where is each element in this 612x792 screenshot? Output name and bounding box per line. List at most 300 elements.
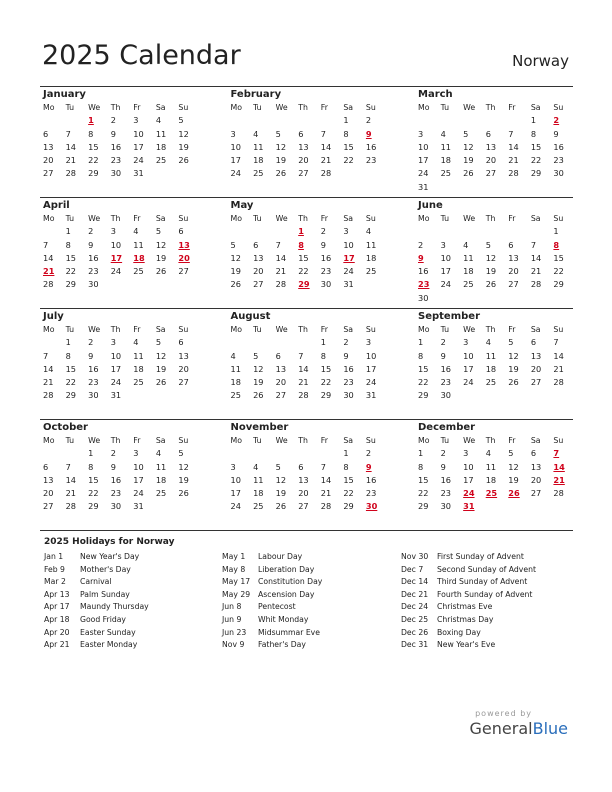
day-cell: 11 xyxy=(230,363,241,374)
day-cell: 19 xyxy=(508,474,519,485)
day-cell: 10 xyxy=(365,350,377,361)
day-cell: 1 xyxy=(65,337,71,348)
day-cell: 10 xyxy=(133,461,144,472)
day-cell: 23 xyxy=(320,266,332,277)
day-cell: 19 xyxy=(275,155,287,166)
day-cell: 17 xyxy=(463,474,474,485)
day-cell: 15 xyxy=(65,363,76,374)
day-cell: 27 xyxy=(43,168,54,179)
day-cell: 20 xyxy=(253,266,264,277)
day-cell: 6 xyxy=(485,128,491,139)
holiday-day-cell: 9 xyxy=(418,252,424,263)
weekday-header: Fr xyxy=(133,103,141,112)
day-cell: 18 xyxy=(463,266,474,277)
day-cell: 1 xyxy=(343,448,349,459)
holiday-name: Midsummar Eve xyxy=(258,627,320,637)
empty-cell xyxy=(460,114,483,127)
day-cell: 30 xyxy=(418,292,429,303)
day-cell: 16 xyxy=(418,266,429,277)
weekday-header: Fr xyxy=(133,436,141,445)
weekday-header: Sa xyxy=(343,436,354,445)
day-cell: 1 xyxy=(65,226,71,237)
day-cell: 5 xyxy=(178,115,184,126)
day-cell: 23 xyxy=(365,488,377,499)
day-cell: 10 xyxy=(230,474,241,485)
country-label: Norway xyxy=(512,52,569,70)
holiday-day-cell: 30 xyxy=(365,501,378,512)
day-cell: 30 xyxy=(110,168,122,179)
holiday-name: New Year's Day xyxy=(80,552,140,561)
day-cell: 5 xyxy=(275,128,281,139)
day-cell: 27 xyxy=(508,279,519,290)
day-cell: 6 xyxy=(298,128,304,139)
holiday-date: Dec 7 xyxy=(401,564,424,574)
day-cell: 25 xyxy=(463,279,474,290)
day-cell: 16 xyxy=(88,252,99,263)
weekday-header: Fr xyxy=(320,103,328,112)
day-cell: 15 xyxy=(298,252,309,263)
day-cell: 15 xyxy=(418,474,429,485)
day-cell: 10 xyxy=(110,350,122,361)
day-cell: 8 xyxy=(343,461,349,472)
day-cell: 14 xyxy=(43,252,54,263)
weekday-header: Fr xyxy=(508,214,516,223)
day-cell: 4 xyxy=(253,461,259,472)
holiday-item xyxy=(401,639,536,652)
day-cell: 12 xyxy=(230,252,241,263)
day-cell: 8 xyxy=(530,128,537,139)
day-cell: 24 xyxy=(230,501,241,512)
empty-cell xyxy=(40,336,63,349)
empty-cell xyxy=(273,114,296,127)
weekday-header: Tu xyxy=(253,325,262,334)
month-block xyxy=(40,87,198,197)
day-cell: 24 xyxy=(418,168,429,179)
day-cell: 3 xyxy=(230,461,236,472)
day-cell: 16 xyxy=(553,141,564,152)
holiday-name: Maundy Thursday xyxy=(80,602,149,612)
holiday-name: Carnival xyxy=(80,577,112,587)
day-cell: 9 xyxy=(320,239,326,250)
day-cell: 29 xyxy=(418,390,429,401)
holiday-item xyxy=(44,564,149,577)
day-cell: 7 xyxy=(43,239,49,250)
weekday-header: Su xyxy=(365,214,376,223)
empty-cell xyxy=(415,225,438,238)
empty-cell xyxy=(40,225,63,238)
empty-cell xyxy=(250,336,273,349)
month-name: April xyxy=(43,200,70,211)
holiday-day-cell: 23 xyxy=(418,279,430,290)
day-cell: 23 xyxy=(440,488,451,499)
day-cell: 2 xyxy=(365,115,372,126)
holiday-name: New Year's Eve xyxy=(437,640,496,650)
day-cell: 23 xyxy=(365,155,377,166)
day-cell: 4 xyxy=(365,226,372,237)
day-cell: 5 xyxy=(178,448,184,459)
day-cell: 19 xyxy=(178,474,189,485)
month-name: September xyxy=(418,311,480,322)
day-cell: 28 xyxy=(275,279,287,290)
holiday-item xyxy=(401,551,536,564)
holiday-name: Christmas Day xyxy=(437,614,494,624)
weekday-header: We xyxy=(88,325,101,334)
day-cell: 28 xyxy=(43,279,54,290)
day-cell: 4 xyxy=(463,239,469,250)
day-cell: 5 xyxy=(230,239,236,250)
day-cell: 13 xyxy=(298,474,309,485)
empty-cell xyxy=(63,447,86,460)
day-cell: 3 xyxy=(133,115,139,126)
holiday-day-cell: 1 xyxy=(298,226,304,237)
day-cell: 5 xyxy=(508,337,514,348)
day-grid xyxy=(40,212,198,292)
month-block xyxy=(415,198,573,308)
day-cell: 13 xyxy=(253,252,264,263)
holiday-day-cell: 8 xyxy=(553,239,560,250)
holiday-date: Jan 1 xyxy=(44,552,64,561)
weekday-header: Mo xyxy=(230,214,242,223)
holiday-name: Boxing Day xyxy=(437,627,481,637)
holiday-name: Second Sunday of Advent xyxy=(437,564,536,574)
day-cell: 7 xyxy=(43,350,49,361)
day-cell: 5 xyxy=(508,448,514,459)
weekday-header: Fr xyxy=(320,214,328,223)
weekday-header: Tu xyxy=(65,103,75,112)
empty-cell xyxy=(438,225,461,238)
empty-cell xyxy=(483,114,506,127)
holiday-day-cell: 2 xyxy=(553,115,560,126)
holiday-date: Dec 14 xyxy=(401,577,429,587)
day-cell: 17 xyxy=(230,488,241,499)
day-cell: 10 xyxy=(230,141,241,152)
day-cell: 23 xyxy=(110,488,122,499)
day-cell: 13 xyxy=(485,141,497,152)
month-block xyxy=(228,309,386,419)
day-cell: 4 xyxy=(155,448,162,459)
day-cell: 4 xyxy=(485,337,491,348)
holiday-date: Dec 26 xyxy=(401,627,429,637)
powered-by-label: powered by xyxy=(475,709,532,718)
holiday-item xyxy=(222,576,322,589)
day-cell: 5 xyxy=(155,226,162,237)
holiday-item xyxy=(401,627,536,640)
holiday-name: Easter Sunday xyxy=(80,627,136,637)
month-row xyxy=(40,197,573,308)
holiday-item xyxy=(44,614,149,627)
empty-cell xyxy=(295,447,318,460)
day-cell: 3 xyxy=(133,448,139,459)
day-cell: 9 xyxy=(110,128,116,139)
weekday-header: Th xyxy=(298,103,308,112)
day-cell: 13 xyxy=(43,474,54,485)
month-name: March xyxy=(418,89,453,100)
day-cell: 27 xyxy=(530,377,542,388)
holiday-day-cell: 1 xyxy=(88,115,94,126)
day-cell: 20 xyxy=(178,363,189,374)
day-cell: 30 xyxy=(343,390,354,401)
day-cell: 11 xyxy=(365,239,377,250)
day-cell: 23 xyxy=(553,155,564,166)
day-cell: 16 xyxy=(110,474,122,485)
day-cell: 6 xyxy=(298,461,304,472)
day-cell: 11 xyxy=(253,141,264,152)
brand-logo[interactable] xyxy=(470,719,568,738)
day-cell: 29 xyxy=(88,168,99,179)
day-cell: 14 xyxy=(508,141,519,152)
holiday-day-cell: 9 xyxy=(365,128,372,139)
day-cell: 27 xyxy=(298,501,309,512)
day-cell: 28 xyxy=(553,377,564,388)
day-cell: 13 xyxy=(178,350,189,361)
day-cell: 15 xyxy=(88,141,99,152)
holiday-name: Whit Monday xyxy=(258,614,309,624)
holiday-date: Jun 9 xyxy=(222,614,242,624)
weekday-header: Mo xyxy=(43,103,55,112)
month-name: January xyxy=(43,89,86,100)
day-cell: 17 xyxy=(365,363,377,374)
weekday-header: Tu xyxy=(440,436,450,445)
day-cell: 8 xyxy=(418,350,424,361)
day-cell: 11 xyxy=(485,461,497,472)
day-cell: 19 xyxy=(275,488,287,499)
holiday-item xyxy=(44,551,149,564)
empty-cell xyxy=(438,114,461,127)
day-cell: 14 xyxy=(320,141,332,152)
weekday-header: We xyxy=(275,325,288,334)
weekday-header: Fr xyxy=(508,325,516,334)
holiday-name: Fourth Sunday of Advent xyxy=(437,589,533,599)
day-cell: 15 xyxy=(88,474,99,485)
day-cell: 22 xyxy=(530,155,542,166)
weekday-header: Su xyxy=(178,214,189,223)
weekday-header: Mo xyxy=(43,436,55,445)
day-cell: 10 xyxy=(463,350,474,361)
holiday-item xyxy=(222,614,322,627)
day-cell: 20 xyxy=(43,488,54,499)
holiday-day-cell: 24 xyxy=(463,488,475,499)
holiday-name: Christmas Eve xyxy=(437,602,493,612)
day-cell: 6 xyxy=(253,239,259,250)
holiday-date: Apr 20 xyxy=(44,627,70,637)
day-cell: 1 xyxy=(320,337,326,348)
empty-cell xyxy=(250,225,273,238)
day-cell: 5 xyxy=(155,337,162,348)
weekday-header: We xyxy=(88,214,101,223)
day-cell: 20 xyxy=(485,155,497,166)
weekday-header: Tu xyxy=(253,103,262,112)
day-grid xyxy=(228,323,386,403)
day-cell: 16 xyxy=(320,252,332,263)
day-cell: 22 xyxy=(320,377,332,388)
day-cell: 10 xyxy=(110,239,122,250)
day-cell: 12 xyxy=(275,474,287,485)
holiday-item xyxy=(44,639,149,652)
day-cell: 9 xyxy=(553,128,559,139)
weekday-header: Su xyxy=(365,325,376,334)
day-cell: 16 xyxy=(440,474,451,485)
day-cell: 26 xyxy=(155,266,167,277)
holiday-day-cell: 7 xyxy=(553,448,560,459)
holiday-item xyxy=(44,601,149,614)
weekday-header: Th xyxy=(110,103,121,112)
day-cell: 2 xyxy=(110,448,116,459)
day-cell: 26 xyxy=(178,488,189,499)
month-name: February xyxy=(230,89,282,100)
day-cell: 20 xyxy=(298,155,309,166)
month-block xyxy=(228,87,386,197)
day-cell: 22 xyxy=(298,266,309,277)
holiday-column xyxy=(44,551,149,652)
day-cell: 6 xyxy=(275,350,281,361)
weekday-header: Sa xyxy=(530,325,541,334)
weekday-header: We xyxy=(463,103,476,112)
day-cell: 29 xyxy=(553,279,564,290)
holiday-date: Jun 23 xyxy=(222,627,247,637)
holiday-date: Dec 21 xyxy=(401,589,429,599)
holiday-date: May 29 xyxy=(222,589,251,599)
day-cell: 30 xyxy=(88,390,99,401)
day-cell: 17 xyxy=(110,363,122,374)
day-cell: 20 xyxy=(530,363,542,374)
day-cell: 21 xyxy=(43,377,54,388)
day-cell: 5 xyxy=(463,128,469,139)
day-cell: 7 xyxy=(320,461,326,472)
day-cell: 12 xyxy=(253,363,264,374)
day-cell: 6 xyxy=(178,337,184,348)
day-cell: 2 xyxy=(440,337,446,348)
empty-cell xyxy=(483,225,506,238)
day-cell: 11 xyxy=(155,461,167,472)
day-cell: 1 xyxy=(530,115,537,126)
weekday-header: We xyxy=(463,214,476,223)
weekday-header: Sa xyxy=(530,214,541,223)
month-block xyxy=(415,87,573,197)
day-cell: 25 xyxy=(133,266,144,277)
holiday-item xyxy=(222,627,322,640)
weekday-header: Mo xyxy=(418,325,430,334)
day-cell: 4 xyxy=(485,448,491,459)
day-cell: 2 xyxy=(88,226,94,237)
day-cell: 15 xyxy=(343,474,354,485)
day-cell: 27 xyxy=(253,279,264,290)
day-cell: 13 xyxy=(298,141,309,152)
day-cell: 1 xyxy=(343,115,349,126)
day-grid xyxy=(228,212,386,292)
day-cell: 11 xyxy=(133,239,144,250)
brand-name-blue: Blue xyxy=(532,719,568,738)
weekday-header: Th xyxy=(298,214,308,223)
day-cell: 28 xyxy=(553,488,564,499)
day-cell: 29 xyxy=(418,501,429,512)
day-cell: 12 xyxy=(508,461,519,472)
day-cell: 6 xyxy=(43,128,49,139)
day-cell: 1 xyxy=(418,337,424,348)
holiday-item xyxy=(222,589,322,602)
day-cell: 8 xyxy=(88,128,94,139)
weekday-header: Sa xyxy=(155,436,166,445)
day-cell: 19 xyxy=(485,266,497,277)
day-cell: 3 xyxy=(343,226,349,237)
day-grid xyxy=(228,101,386,181)
day-cell: 20 xyxy=(530,474,542,485)
holiday-day-cell: 9 xyxy=(365,461,372,472)
day-cell: 3 xyxy=(110,337,116,348)
day-grid xyxy=(40,434,198,514)
holiday-date: Apr 21 xyxy=(44,640,70,650)
day-cell: 23 xyxy=(343,377,354,388)
day-cell: 2 xyxy=(88,337,94,348)
day-grid xyxy=(40,101,198,181)
day-cell: 31 xyxy=(110,390,122,401)
weekday-header: Tu xyxy=(65,214,75,223)
month-block xyxy=(40,309,198,419)
day-cell: 17 xyxy=(230,155,241,166)
day-cell: 22 xyxy=(343,155,354,166)
day-cell: 26 xyxy=(275,501,287,512)
holiday-column xyxy=(222,551,322,652)
day-cell: 25 xyxy=(155,155,167,166)
weekday-header: Fr xyxy=(320,436,328,445)
day-cell: 2 xyxy=(343,337,349,348)
day-cell: 30 xyxy=(320,279,332,290)
day-cell: 25 xyxy=(365,266,377,277)
empty-cell xyxy=(528,225,551,238)
holiday-day-cell: 21 xyxy=(43,266,55,277)
day-cell: 19 xyxy=(253,377,264,388)
day-grid xyxy=(40,323,198,403)
day-cell: 11 xyxy=(133,350,144,361)
calendar-grid xyxy=(40,86,573,531)
month-name: June xyxy=(418,200,443,211)
day-cell: 1 xyxy=(88,448,94,459)
day-cell: 1 xyxy=(418,448,424,459)
holiday-item xyxy=(44,576,149,589)
day-cell: 8 xyxy=(65,350,71,361)
day-cell: 3 xyxy=(230,128,236,139)
day-cell: 20 xyxy=(298,488,309,499)
weekday-header: We xyxy=(88,436,101,445)
weekday-header: Th xyxy=(485,325,496,334)
day-cell: 30 xyxy=(110,501,122,512)
day-cell: 16 xyxy=(343,363,354,374)
day-cell: 12 xyxy=(178,128,189,139)
holiday-name: Constitution Day xyxy=(258,577,323,587)
day-cell: 11 xyxy=(485,350,497,361)
month-row xyxy=(40,308,573,419)
day-cell: 14 xyxy=(320,474,332,485)
day-cell: 8 xyxy=(65,239,71,250)
day-cell: 6 xyxy=(530,448,537,459)
day-cell: 10 xyxy=(440,252,451,263)
weekday-header: Su xyxy=(365,103,376,112)
holiday-name: Third Sunday of Advent xyxy=(437,577,528,587)
day-cell: 27 xyxy=(275,390,287,401)
month-block xyxy=(228,420,386,530)
day-cell: 5 xyxy=(253,350,259,361)
day-cell: 19 xyxy=(178,141,189,152)
day-cell: 26 xyxy=(485,279,497,290)
day-cell: 18 xyxy=(155,141,167,152)
day-cell: 11 xyxy=(463,252,474,263)
holiday-day-cell: 20 xyxy=(178,252,190,263)
empty-cell xyxy=(318,447,341,460)
day-cell: 15 xyxy=(343,141,354,152)
day-cell: 12 xyxy=(275,141,287,152)
day-cell: 21 xyxy=(65,488,76,499)
weekday-header: Su xyxy=(178,436,189,445)
day-cell: 29 xyxy=(530,168,542,179)
